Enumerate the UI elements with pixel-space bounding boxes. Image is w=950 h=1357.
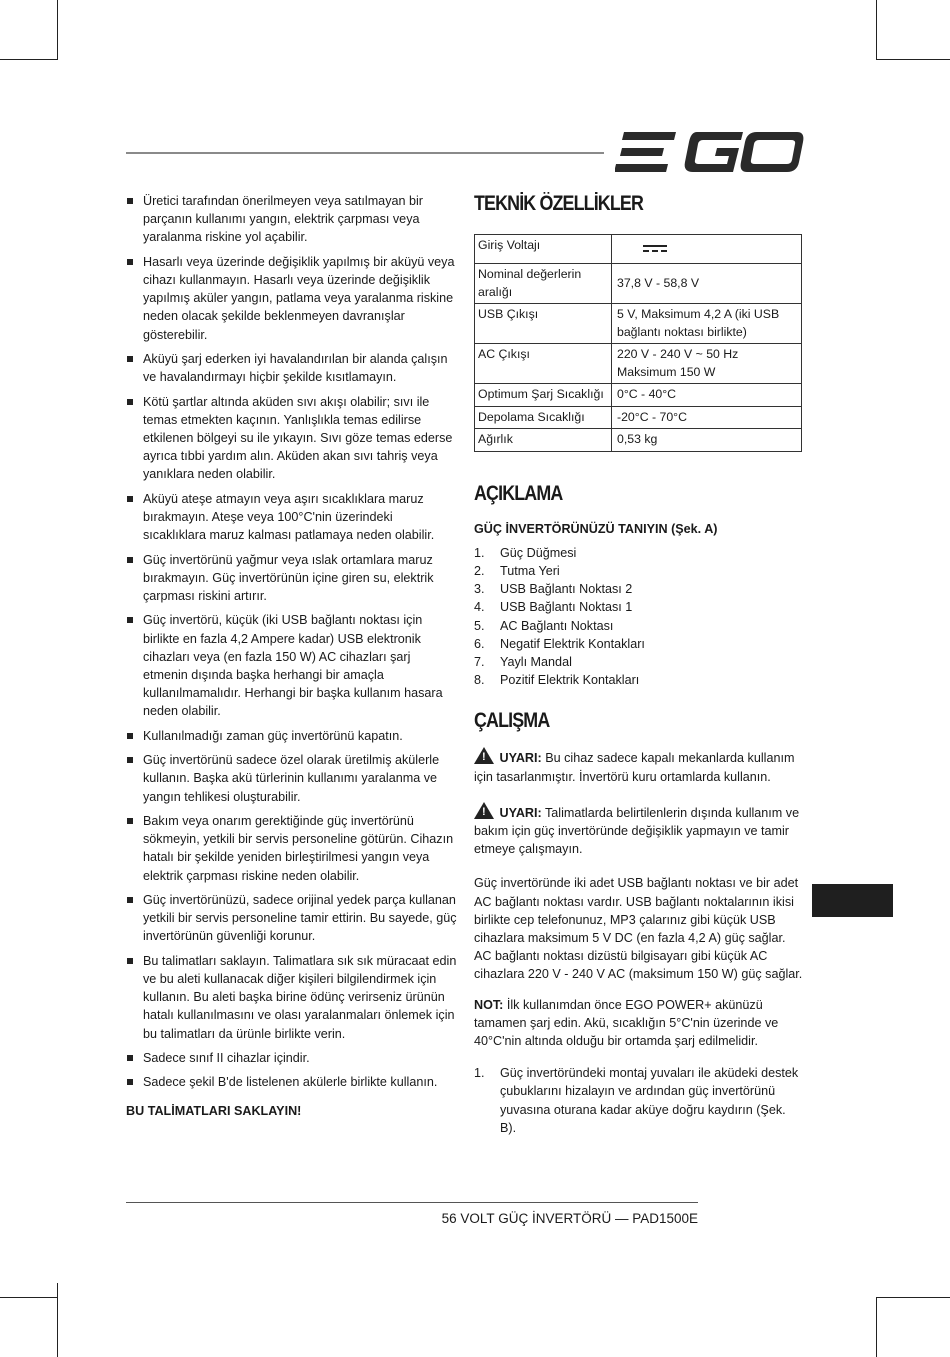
parts-list-item	[474, 580, 804, 598]
item-label: Güç Düğmesi	[500, 545, 577, 560]
safety-bullet: Güç invertörünü sadece özel olarak üretilmiş akülerle kullanın. Başka akü türlerinin kullanımı yaralanma ve yangın tehlikesi oluşturabilir.	[126, 751, 458, 806]
item-number: 7.	[474, 654, 485, 669]
specs-row	[475, 406, 802, 429]
spec-key: Optimum Şarj Sıcaklığı	[475, 384, 612, 407]
warning-paragraph	[474, 747, 804, 785]
operation-title: ÇALIŞMA	[474, 709, 550, 733]
safety-bullet: Güç invertörü, küçük (iki USB bağlantı noktası için birlikte en fazla 4,2 Ampere kadar) USB elektronik cihazları veya (en fazla 150 W) AC cihazları şarj etmenin dışında başka herhangi bir amaçla kullanılmamalıdır. Herhangi bir başka kullanım hasara neden olabilir.	[126, 611, 458, 720]
note-paragraph	[474, 996, 804, 1051]
spec-value: 37,8 V - 58,8 V	[612, 264, 802, 304]
operation-paragraph: Güç invertöründe iki adet USB bağlantı noktası ve bir adet AC bağlantı noktası vardır. USB bağlantı noktalarının ikisi birlikte cep telefonunuz, MP3 çalarınız gibi küçük USB cihazlara maksimum 5 V DC (en fazla 4,2 A) güç sağlar. AC bağlantı noktası dizüstü bilgisayarı gibi küçük AC cihazlara 220 V - 240 V AC (maksimum 150 W) güç sağlar.	[474, 876, 803, 982]
specs-title: TEKNİK ÖZELLİKLER	[474, 192, 644, 215]
note-text: İlk kullanımdan önce EGO POWER+ akünüzü tamamen şarj edin. Akü, sıcaklığın 5°C'nin üzerinde ve 40°C'nin altında olduğu bir ortamda şarj edilmelidir.	[474, 997, 779, 1048]
footer-rule	[126, 1202, 698, 1203]
safety-bullet: Kötü şartlar altında aküden sıvı akışı olabilir; sıvı ile temas etmekten kaçının. Yanlışlıkla temas edilirse etkilenen bölgeyi su ile yıkayın. Sıvı göze temas ederse ayrıca tıbbi yardım alın. Aküden akan sıvı tahriş veya yanıklara neden olabilir.	[126, 393, 458, 484]
language-tab	[812, 884, 893, 917]
safety-bullet: Güç invertörünü yağmur veya ıslak ortamlara maruz bırakmayın. Güç invertörünün içine giren su, elektrik çarpması riskini artırır.	[126, 551, 458, 606]
safety-bullet: Aküyü ateşe atmayın veya aşırı sıcaklıklara maruz bırakmayın. Ateşe veya 100°C'nin üzerindeki sıcaklıklara maruz kalması patlamaya neden olabilir.	[126, 490, 458, 545]
parts-list-item	[474, 635, 804, 653]
item-label: Yaylı Mandal	[500, 654, 572, 669]
safety-column	[126, 192, 458, 1120]
spec-value	[612, 235, 802, 264]
crop-mark	[876, 1297, 950, 1298]
item-number: 2.	[474, 563, 485, 578]
parts-list-item	[474, 653, 804, 671]
warning-triangle-icon: !	[474, 802, 494, 819]
header-rule	[126, 152, 604, 154]
specs-row	[475, 429, 802, 452]
specs-row	[475, 235, 802, 264]
save-instructions-note: BU TALİMATLARI SAKLAYIN!	[126, 1103, 302, 1118]
item-number: 6.	[474, 636, 485, 651]
safety-bullet: Sadece şekil B'de listelenen akülerle birlikte kullanın.	[126, 1073, 458, 1091]
item-number: 1.	[474, 545, 485, 560]
parts-list-item	[474, 544, 804, 562]
dc-symbol-icon	[643, 243, 667, 253]
safety-bullet: Bakım veya onarım gerektiğinde güç invertörünü sökmeyin, yetkili bir servis personeline götürün. Cihazın hatalı bir şekilde yeniden birleştirilmesi yangın veya elektrik çarpması riskine neden olabilir.	[126, 812, 458, 885]
item-label: Negatif Elektrik Kontakları	[500, 636, 645, 651]
item-label: Tutma Yeri	[500, 563, 560, 578]
warning-text: Bu cihaz sadece kapalı mekanlarda kullanım için tasarlanmıştır. İnvertörü kuru ortamlarda kullanın.	[474, 751, 795, 784]
specs-row	[475, 344, 802, 384]
safety-bullet: Sadece sınıf II cihazlar içindir.	[126, 1049, 458, 1067]
warning-text: Talimatlarda belirtilenlerin dışında kullanım ve bakım için güç invertöründe değişiklik yapmayın ve tamir etmeye çalışmayın.	[474, 805, 800, 857]
note-label: NOT:	[474, 997, 504, 1012]
parts-list	[474, 544, 804, 690]
spec-key: Giriş Voltajı	[475, 235, 612, 264]
specs-row	[475, 264, 802, 304]
spec-key: USB Çıkışı	[475, 304, 612, 344]
spec-value: -20°C - 70°C	[612, 406, 802, 429]
item-label: AC Bağlantı Noktası	[500, 618, 614, 633]
step-text: Güç invertöründeki montaj yuvaları ile aküdeki destek çubuklarını hizalayın ve ardından güç invertörünü yuvasına oturana kadar aküye doğru kaydırın (Şek. B).	[500, 1066, 799, 1135]
item-number: 5.	[474, 618, 485, 633]
item-number: 3.	[474, 582, 485, 597]
warning-label: UYARI:	[499, 751, 542, 766]
safety-bullet: Üretici tarafından önerilmeyen veya satılmayan bir parçanın kullanımı yangın, elektrik çarpması veya yaralanma riskine yol açabilir.	[126, 192, 458, 247]
crop-mark	[57, 0, 58, 60]
spec-value: 5 V, Maksimum 4,2 A (iki USB bağlantı noktası birlikte)	[612, 304, 802, 344]
crop-mark	[876, 1297, 877, 1357]
page-footer: 56 VOLT GÜÇ İNVERTÖRÜ — PAD1500E	[441, 1211, 698, 1226]
parts-list-item	[474, 598, 804, 616]
safety-bullet: Aküyü şarj ederken iyi havalandırılan bir alanda çalışın ve havalandırmayı hiçbir şekilde kısıtlamayın.	[126, 350, 458, 386]
safety-list	[126, 192, 458, 1092]
spec-key: AC Çıkışı	[475, 344, 612, 384]
spec-key: Ağırlık	[475, 429, 612, 452]
item-label: USB Bağlantı Noktası 2	[500, 582, 633, 597]
ego-logo	[615, 128, 805, 176]
specs-table	[474, 234, 802, 452]
spec-value: 0,53 kg	[612, 429, 802, 452]
spec-value: 220 V - 240 V ~ 50 Hz Maksimum 150 W	[612, 344, 802, 384]
crop-mark	[876, 59, 950, 60]
step-item	[474, 1064, 804, 1137]
crop-mark	[57, 1283, 58, 1357]
parts-list-item	[474, 671, 804, 689]
crop-mark	[876, 0, 877, 60]
spec-key: Depolama Sıcaklığı	[475, 406, 612, 429]
warning-paragraph	[474, 802, 804, 859]
parts-list-item	[474, 617, 804, 635]
description-subtitle: GÜÇ İNVERTÖRÜNÜZÜ TANIYIN (Şek. A)	[474, 521, 718, 536]
spec-value: 0°C - 40°C	[612, 384, 802, 407]
safety-bullet: Güç invertörünüzü, sadece orijinal yedek parça kullanan yetkili bir servis personeline tamir ettirin. Bu sayede, güç invertörünün güvenliği korunur.	[126, 891, 458, 946]
safety-bullet: Bu talimatları saklayın. Talimatlara sık sık müracaat edin ve bu aleti kullanacak diğer kişileri bilgilendirmek için kullanın. Bu aleti başka birine ödünç verirseniz ürünün hatalı kullanılmasını ve olası yaralanmaları önlemek için bu talimatları da ürünle birlikte verin.	[126, 952, 458, 1043]
parts-list-item	[474, 562, 804, 580]
spec-key: Nominal değerlerin aralığı	[475, 264, 612, 304]
item-number: 4.	[474, 600, 485, 615]
step-number: 1.	[474, 1066, 485, 1081]
safety-bullet: Hasarlı veya üzerinde değişiklik yapılmış bir aküyü veya cihazı kullanmayın. Hasarlı veya üzerinde değişiklik yapılmış aküler yangın, patlama veya yaralanma riskine neden olacak şekilde beklenmeyen davranışlar gösterebilir.	[126, 253, 458, 344]
specs-row	[475, 384, 802, 407]
warning-label: UYARI:	[499, 805, 542, 820]
description-title: AÇIKLAMA	[474, 481, 563, 505]
crop-mark	[0, 59, 58, 60]
item-label: USB Bağlantı Noktası 1	[500, 600, 633, 615]
specs-row	[475, 304, 802, 344]
main-column	[474, 190, 804, 1137]
item-label: Pozitif Elektrik Kontakları	[500, 673, 640, 688]
crop-mark	[0, 1297, 58, 1298]
item-number: 8.	[474, 673, 485, 688]
warning-triangle-icon: !	[474, 747, 494, 764]
safety-bullet: Kullanılmadığı zaman güç invertörünü kapatın.	[126, 727, 458, 745]
